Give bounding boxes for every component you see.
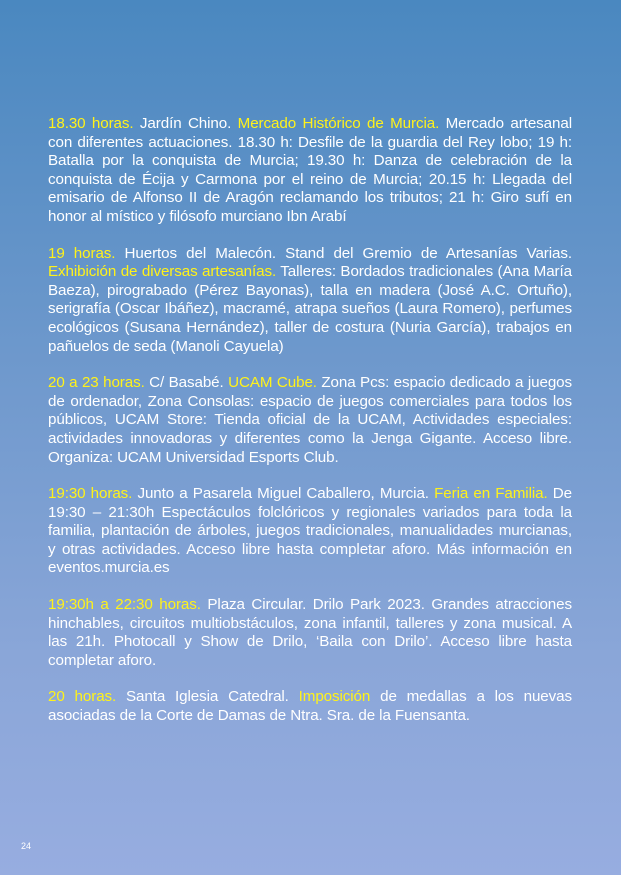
page-number: 24 bbox=[21, 841, 32, 851]
event-title: Exhibición de diversas artesanías. bbox=[48, 263, 277, 281]
event-time: 19:30 horas. bbox=[48, 485, 133, 503]
event-time: 19:30h a 22:30 horas. bbox=[48, 596, 201, 614]
event-place: Santa Iglesia Catedral. bbox=[116, 688, 299, 706]
event-entry bbox=[48, 245, 572, 357]
event-entry bbox=[48, 115, 572, 227]
event-description: Talleres: Bordados tradicionales (Ana María Baeza), pirograbado (Pérez Bayonas), talla en madera (José A.C. Ortuño), serigrafía (Oscar Ibáñez), macramé, atrapa sueños (Laura Romero), perfumes ecológicos (Susana Hernández), taller de costura (Nuria García), trabajos en pañuelos de seda (Manoli Cayuela) bbox=[48, 263, 572, 355]
event-description: De 19:30 – 21:30h Espectáculos folclóricos y regionales variados para toda la familia, plantación de árboles, juegos tradicionales, manualidades murcianas, y otras actividades. Acceso libre hasta completar aforo. Más información en eventos.murcia.es bbox=[48, 485, 572, 577]
event-description: de medallas a los nuevas asociadas de la Corte de Damas de Ntra. Sra. de la Fuensanta. bbox=[48, 688, 572, 725]
event-entry bbox=[48, 485, 572, 578]
event-title: Feria en Familia. bbox=[434, 485, 548, 503]
event-list bbox=[48, 115, 572, 744]
event-place: Plaza Circular. Drilo Park 2023. Grandes atracciones hinchables, circuitos multiobstáculos, zona infantil, talleres y zona musical. A las 21h. Photocall y Show de Drilo, ‘Baila con Drilo’. Acceso libre hasta completar aforo. bbox=[48, 596, 572, 669]
event-place: Jardín Chino. bbox=[133, 115, 238, 132]
event-place: Huertos del Malecón. Stand del Gremio de Artesanías Varias. bbox=[115, 244, 572, 262]
event-entry bbox=[48, 688, 572, 725]
event-entry bbox=[48, 374, 572, 467]
event-place: C/ Basabé. bbox=[144, 374, 229, 392]
event-entry bbox=[48, 596, 572, 670]
event-title: Imposición bbox=[298, 688, 371, 706]
event-place: Junto a Pasarela Miguel Caballero, Murcia. bbox=[132, 485, 435, 503]
event-description: Zona Pcs: espacio dedicado a juegos de ordenador, Zona Consolas: espacio de juegos comerciales para todos los públicos, UCAM Store: Tienda oficial de la UCAM, Actividades especiales: actividades innovadoras y diferentes como la Jenga Gigante. Acceso libre. Organiza: UCAM Universidad Esports Club. bbox=[48, 374, 573, 466]
event-time: 19 horas. bbox=[48, 244, 116, 262]
event-time: 20 horas. bbox=[48, 688, 117, 706]
event-title: Mercado Histórico de Murcia. bbox=[237, 115, 440, 132]
event-time: 20 a 23 horas. bbox=[48, 374, 145, 392]
event-title: UCAM Cube. bbox=[228, 374, 317, 392]
event-description: Mercado artesanal con diferentes actuaciones. 18.30 h: Desfile de la guardia del Rey lobo; 19 h: Batalla por la conquista de Murcia; 19.30 h: Danza de celebración de la conquista de Écija y Carmona por el reino de Murcia; 20.15 h: Llegada del emisario de Alfonso II de Aragón reclamando los tributos; 21 h: Giro sufí en honor al místico y filósofo murciano Ibn Arabí bbox=[48, 115, 572, 225]
event-time: 18.30 horas. bbox=[48, 115, 134, 132]
